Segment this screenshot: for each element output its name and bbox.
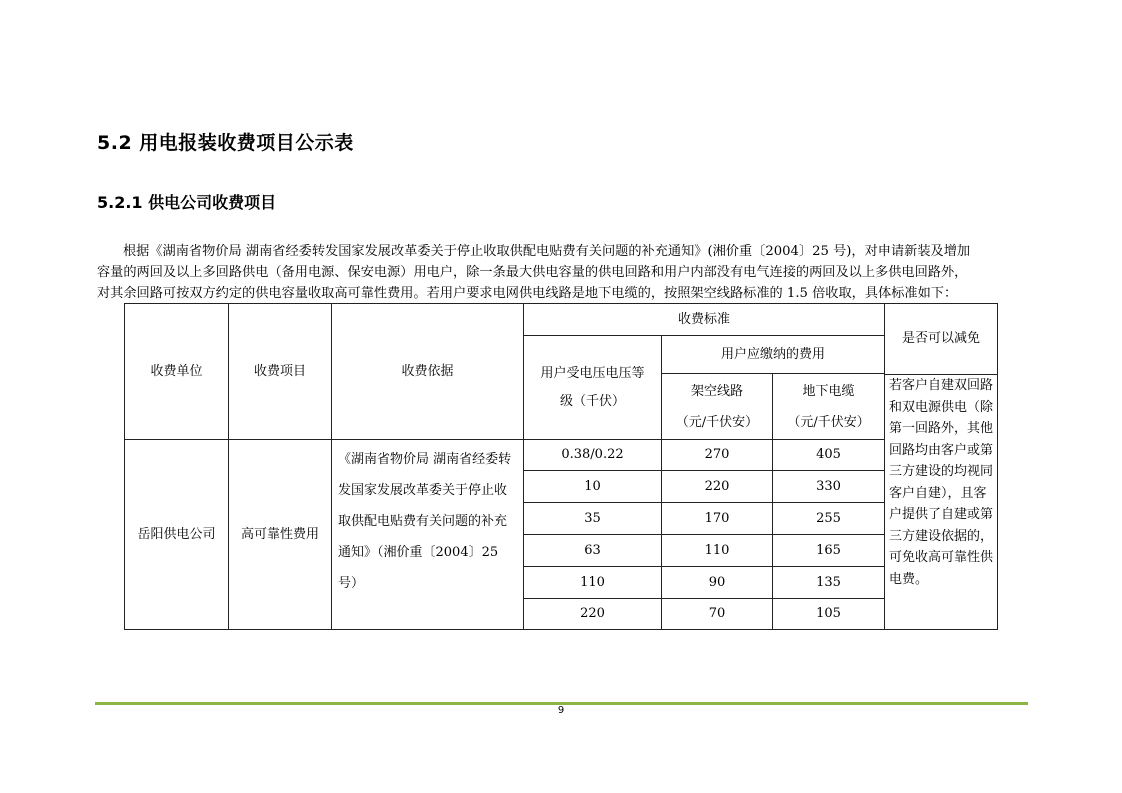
underground-fee-cell: 405 — [773, 440, 885, 471]
section-heading: 5.2 用电报装收费项目公示表 — [97, 132, 354, 154]
underground-fee-cell: 255 — [773, 503, 885, 535]
overhead-fee-cell: 270 — [662, 440, 773, 471]
header-overhead — [662, 374, 773, 440]
voltage-cell: 110 — [524, 567, 662, 599]
header-underground-label: 地下电缆 — [802, 383, 855, 399]
header-unit: 收费单位 — [125, 304, 229, 440]
underground-fee-cell: 330 — [773, 471, 885, 503]
header-basis: 收费依据 — [332, 304, 524, 440]
voltage-cell: 35 — [524, 503, 662, 535]
overhead-fee-cell: 110 — [662, 535, 773, 567]
header-item: 收费项目 — [229, 304, 332, 440]
fee-unit: 岳阳供电公司 — [125, 440, 229, 630]
fee-item: 高可靠性费用 — [229, 440, 332, 630]
header-underground-unit: （元/千伏安） — [787, 414, 870, 430]
voltage-cell: 220 — [524, 599, 662, 630]
paragraph-line: 对其余回路可按双方约定的供电容量收取高可靠性费用。若用户要求电网供电线路是地下电缆的，按照架空线路标准的 1.5 倍收取，具体标准如下： — [97, 286, 958, 301]
intro-paragraph — [97, 241, 1027, 304]
fee-basis: 《湖南省物价局 湖南省经委转发国家发展改革委关于停止收取供配电贴费有关问题的补充通知》（湘价重〔2004〕25号） — [332, 440, 524, 630]
header-voltage: 用户受电压电压等级（千伏） — [524, 336, 662, 440]
header-fee-due: 用户应缴纳的费用 — [662, 336, 885, 374]
header-exempt: 是否可以减免 — [885, 304, 998, 375]
exempt-note: 若客户自建双回路和双电源供电（除第一回路外，其他回路均由客户或第三方建设的均视同客户自建），且客户提供了自建或第三方建设依据的，可免收高可靠性供电费。 — [885, 375, 998, 630]
underground-fee-cell: 105 — [773, 599, 885, 630]
paragraph-line: 根据《湖南省物价局 湖南省经委转发国家发展改革委关于停止收取供配电贴费有关问题的补充通知》(湘价重〔2004〕25 号)，对申请新装及增加 — [123, 244, 971, 259]
header-standard: 收费标准 — [524, 304, 885, 336]
overhead-fee-cell: 70 — [662, 599, 773, 630]
header-overhead-unit: （元/千伏安） — [675, 414, 759, 430]
overhead-fee-cell: 90 — [662, 567, 773, 599]
header-underground — [773, 374, 885, 440]
voltage-cell: 63 — [524, 535, 662, 567]
fee-table — [124, 303, 998, 630]
underground-fee-cell: 165 — [773, 535, 885, 567]
page-number: 9 — [557, 705, 565, 716]
paragraph-line: 容量的两回及以上多回路供电（备用电源、保安电源）用电户，除一条最大供电容量的供电回路和用户内部没有电气连接的两回及以上多供电回路外， — [97, 265, 968, 280]
underground-fee-cell: 135 — [773, 567, 885, 599]
header-overhead-label: 架空线路 — [690, 383, 743, 399]
overhead-fee-cell: 170 — [662, 503, 773, 535]
subsection-heading: 5.2.1 供电公司收费项目 — [97, 193, 277, 212]
voltage-cell: 0.38/0.22 — [524, 440, 662, 471]
overhead-fee-cell: 220 — [662, 471, 773, 503]
voltage-cell: 10 — [524, 471, 662, 503]
